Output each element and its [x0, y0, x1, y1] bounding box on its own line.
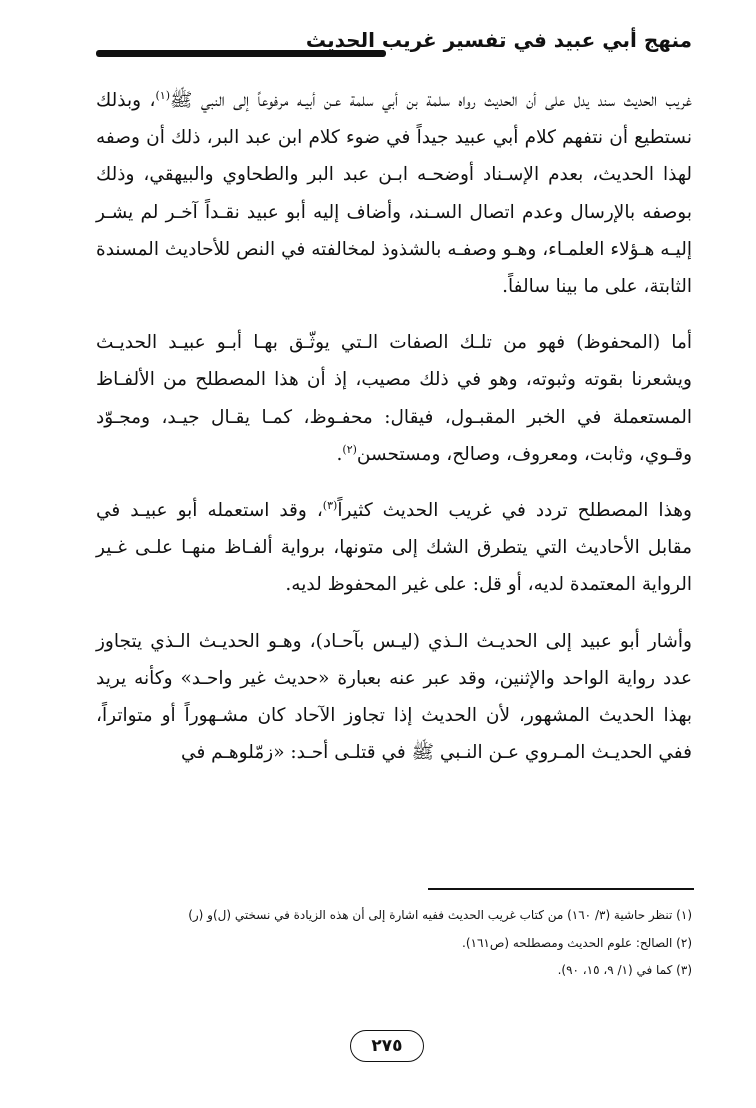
footnote-marker-3: (٣): [322, 498, 338, 512]
footnote-divider: [428, 888, 694, 890]
paragraph-4: وأشار أبو عبيد إلى الحديـث الـذي (ليـس بآحـاد)، وهـو الحديـث الـذي يتجاوز عدد رواية الواحد والإثنين، وقد عبر عنه بعبارة «حديث غير واحـد» وكأنه يريد بهذا الحديث المشهور، لأن الحديث إذا تجاوز الآحاد كان مشـهوراً أو متواتراً، ففي الحديـث المـروي عـن النـبي ﷺ في قتلـى أحـد: «زمّلوهـم في: [96, 630, 692, 764]
footnote-2: (٢) الصالح: علوم الحديث ومصطلحه (ص١٦١).: [462, 935, 692, 950]
paragraph-1-text-b: ، وبذلك نستطيع أن نتفهم كلام أبي عبيد جيداً في ضوء كلام ابن عبد البر، ذلك أن وصفه لهذا الحديث، بعدم الإسـناد أوضحـه ابـن عبد البر والطحاوي والبيهقي، وذلك بوصفه بالإرسال وعدم اتصال السـند، وأضاف إليه أبو عبيد نقـداً آخـر لم يشـر إليـه هـؤلاء العلمـاء، وهـو وصفـه بالشذوذ لمخالفته في النص للأحاديث المسندة الثابتة، على ما بينا سالفاً.: [96, 90, 692, 298]
main-text: [96, 82, 692, 790]
footnote-3: (٣) كما في (١/ ٩، ١٥، ٩٠).: [557, 963, 692, 977]
paragraph-3-text-b: ، وقد استعمله أبو عبيـد في مقابل الأحاديث التي يتطرق الشك إلى متونها، برواية ألفـاظ منهـا علـى غـير الرواية المعتمدة لديه، أو قل: على غير المحفوظ لديه.: [96, 500, 692, 596]
paragraph-1-text-a: غريب الحديث سند يدل على أن الحديث رواه سلمة بن أبي سلمة عـن أبيـه مرفوعاً إلى النبي ﷺ: [170, 90, 692, 111]
paragraph-2-text-a: أما (المحفوظ) فهو من تلـك الصفات الـتي يوثّـق بهـا أبـو عبيـد الحديـث ويشعرنا بقوته وثبوته، وهو في ذلك مصيب، إذ أن هذا المصطلح من الألفـاظ المستعملة في الخبر المقبـول، فيقال: محفـوظ، كمـا يقـال جيـد، ومجـوّد وقـوي، وثابت، ومعروف، وصالح، ومستحسن: [96, 332, 692, 465]
paragraph-3: [96, 492, 692, 604]
footnotes: [96, 902, 692, 985]
footnote-marker-1: (١): [155, 88, 170, 102]
paragraph-2: [96, 324, 692, 473]
paragraph-2-text-b: .: [336, 443, 343, 465]
running-header: [96, 28, 692, 72]
page-number: ٢٧٥: [350, 1030, 424, 1062]
paragraph-3-text-a: وهذا المصطلح تردد في غريب الحديث كثيراً: [337, 500, 692, 522]
header-title: منهج أبي عبيد في تفسير غريب الحديث: [305, 28, 692, 52]
footnote-1: (١) تنظر حاشية (٣/ ١٦٠) من كتاب غريب الحديث ففيه اشارة إلى أن هذه الزيادة في نسختي (ل)و (ر): [188, 908, 692, 922]
footnote-marker-2: (٢): [342, 442, 357, 456]
paragraph-1: [96, 82, 692, 305]
